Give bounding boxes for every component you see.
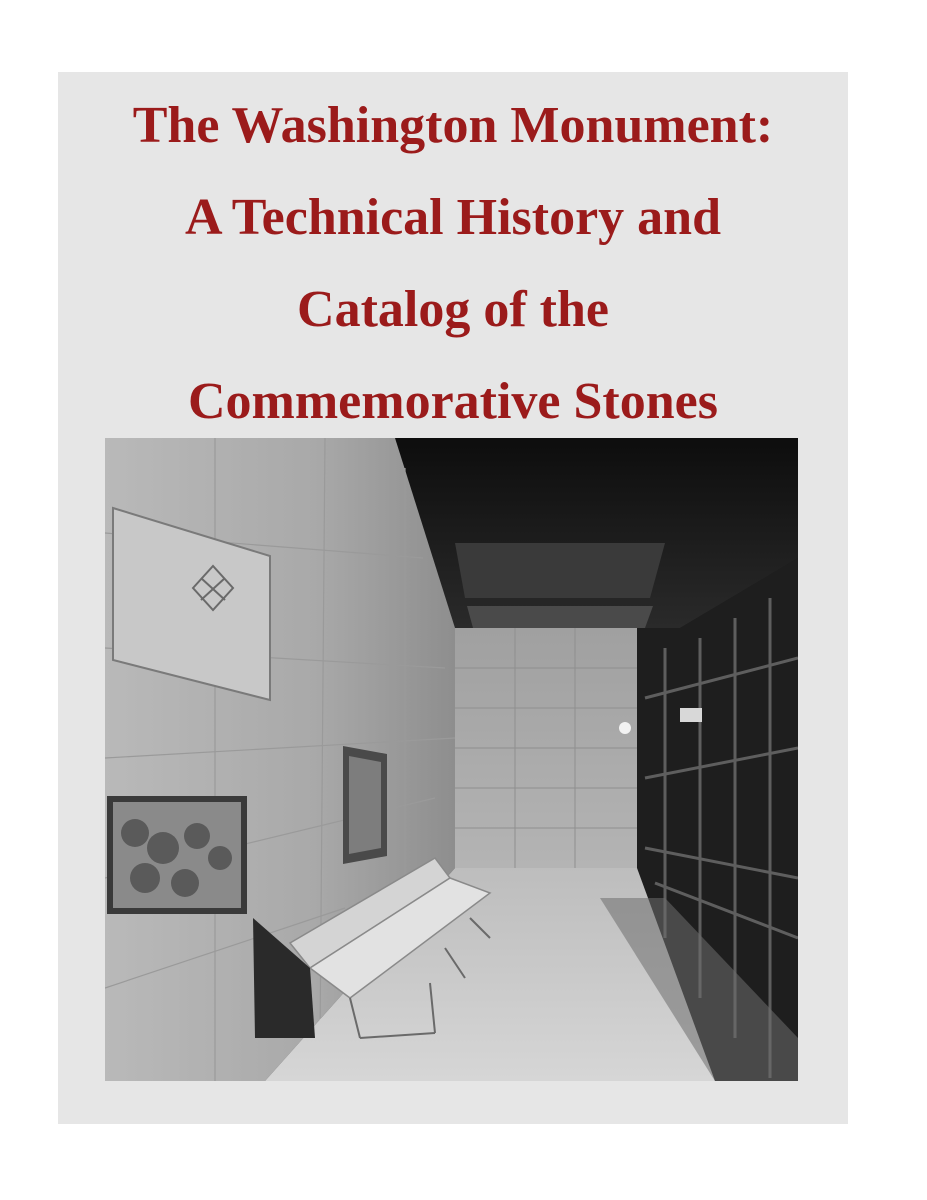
shaft-light xyxy=(680,708,702,722)
book-cover xyxy=(58,72,848,1124)
cover-photo xyxy=(105,438,798,1081)
title-line-1: The Washington Monument: xyxy=(132,97,774,154)
title-line-3: Catalog of the xyxy=(297,281,609,338)
title-line-4: Commemorative Stones xyxy=(188,373,718,430)
corridor-photo-image xyxy=(105,438,798,1081)
ceiling-coffer xyxy=(455,543,665,598)
wall-light xyxy=(619,722,631,734)
title-line-2: A Technical History and xyxy=(185,189,721,246)
ceiling-beam xyxy=(467,606,653,628)
framed-stone-inner xyxy=(349,756,381,854)
book-title xyxy=(58,80,848,448)
